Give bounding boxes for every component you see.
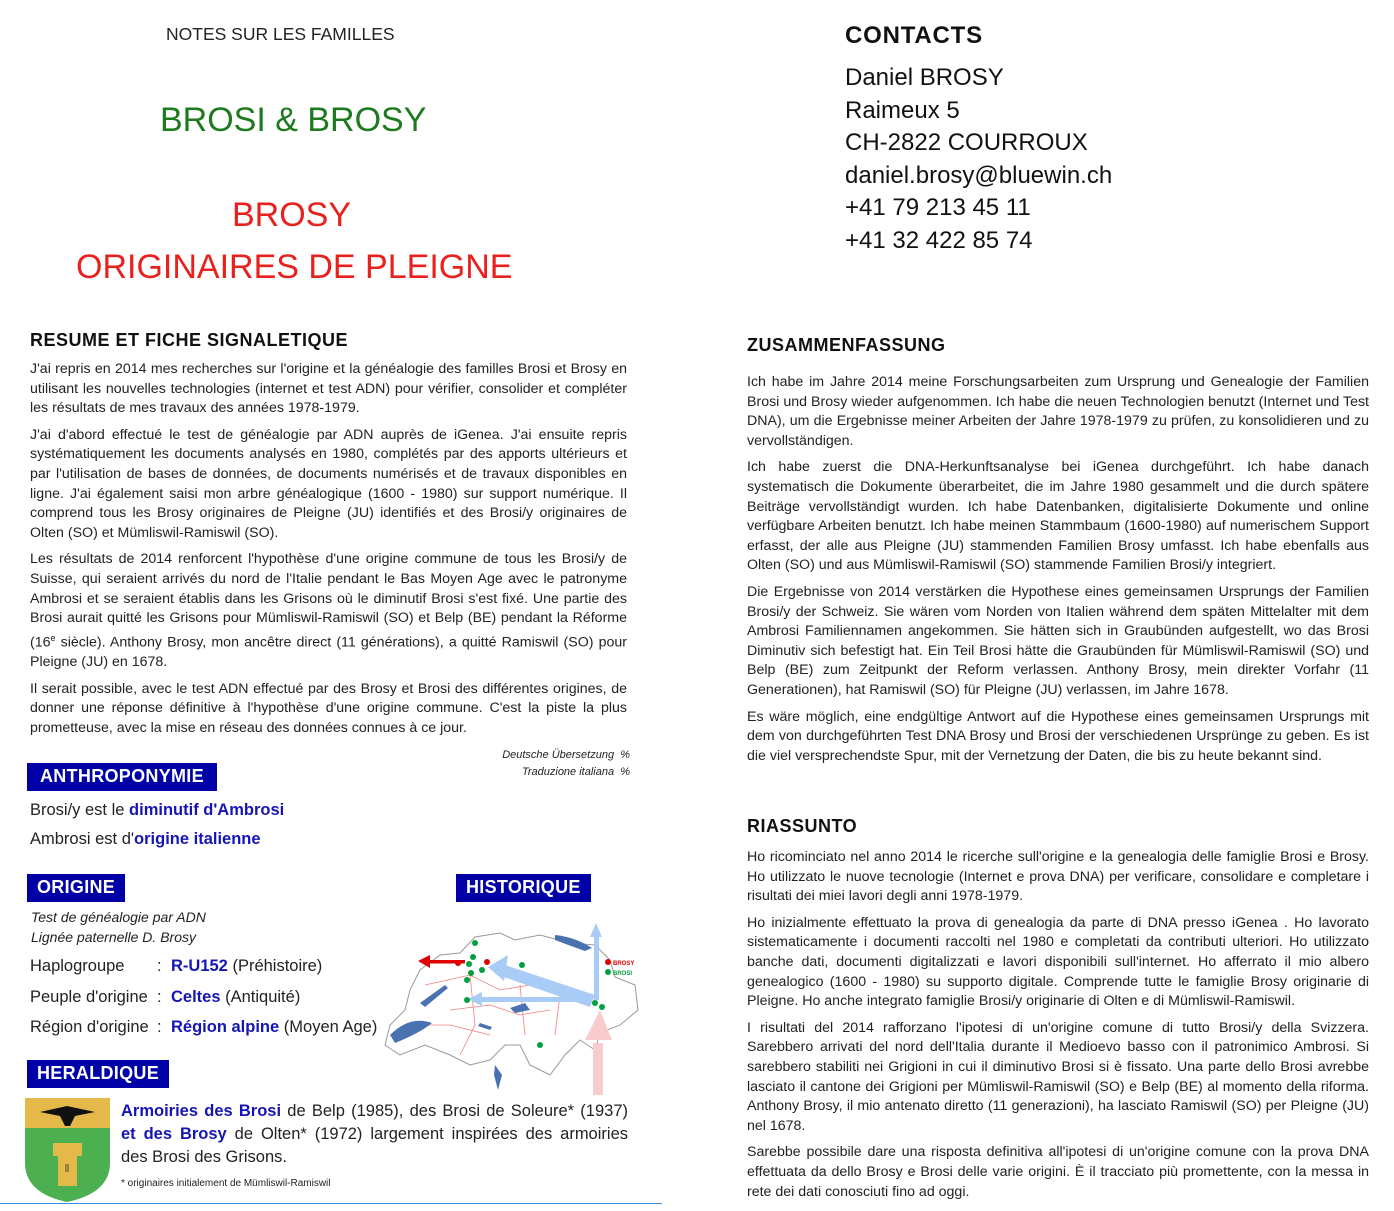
zusammenfassung-paragraph: Ich habe im Jahre 2014 meine Forschungsarbeiten zum Ursprung und Genealogie der Familien Brosi und Brosy wieder aufgenommen. Ich habe die neuen Technologien benutzt (Internet und Test DNA), um die Ergebnisse meiner Arbeiten der Jahre 1978-1979 zu prüfen, zu konsolidieren und zu vervollständigen. [747,374,1369,449]
resume-heading: RESUME ET FICHE SIGNALETIQUE [30,330,349,350]
resume-paragraph [30,550,627,672]
link-armoiries-brosy[interactable]: et des Brosy [121,1125,227,1143]
family-title: BROSI & BROSY [160,101,427,139]
contact-phone-1: +41 79 213 45 11 [845,194,1031,221]
heraldique-footnote: * originaires initialement de Mümliswil-Ramiswil [121,1178,331,1189]
resume-body [30,360,627,745]
link-region-alpine[interactable]: Région alpine [171,1018,280,1036]
origine-row: Peuple d'origine : Celtes (Antiquité) [30,987,301,1006]
resume-paragraph: J'ai repris en 2014 mes recherches sur l'origine et la généalogie des familles Brosi et Brosy en utilisant les nouvelles technologies (internet et test ADN) pour vérifier, consolider et compléter les résultats de mes travaux des années 1978-1979. [30,361,627,417]
heraldique-text: Armoiries des Brosi de Belp (1985), des Brosi de Soleure* (1937) et des Brosy de Olten* (1972) largement inspirées des armoiries des Brosi des Grisons. [121,1102,628,1166]
link-celtes[interactable]: Celtes [171,987,221,1006]
riassunto-paragraph: Ho inizialmente effettuato la prova di genealogia da parte di DNA presso iGenea . Ho lavorato sistematicamente i documenti raccolti nel 1980 e completati da contributi ulteriori. Ho utilizzato banche dati, documenti digitalizzati e lavori disponibili sull'internet. Ho afferrato il mio albero genealogico (1600 - 1980) su supporto digitale. Comprende tutte le famiglie Brosy originarie di Pleigne. Ho anche integrato famiglie Brosi/y originarie di Olten e di Mümliswil-Ramiswil. [747,914,1369,1010]
legend-brosi-dot [605,969,611,975]
bottom-divider [0,1203,662,1204]
link-italian[interactable]: Traduzione italiana % [521,766,630,778]
zusammenfassung-heading: ZUSAMMENFASSUNG [747,335,946,355]
historique-heading: HISTORIQUE [456,874,591,902]
zusammenfassung-paragraph: Es wäre möglich, eine endgültige Antwort auf die Hypothese eines gemeinsamen Ursprungs mit dem von durchgeführten Test DNA Brosy und Brosi der verschiedenen Ursprünge zu geben. Es ist die viel versprechendste Spur, mit der Vernetzung der Daten, die bis zu heute bekannt sind. [747,708,1369,764]
contact-email[interactable]: daniel.brosy@bluewin.ch [845,161,1113,189]
contact-city: CH-2822 COURROUX [845,129,1088,156]
link-haplogroup[interactable]: R-U152 [171,957,228,975]
link-origine-italienne[interactable]: origine italienne [134,830,261,848]
subtitle-line2: ORIGINAIRES DE PLEIGNE [76,248,513,286]
origine-row: Région d'origine : Région alpine (Moyen Age) [30,1018,378,1036]
legend-brosy: BROSY [613,961,635,967]
translation-links [420,747,630,781]
contact-street: Raimeux 5 [845,96,960,124]
resume-text: siècle). Anthony Brosy, mon ancêtre direct (11 générations), a quitté Ramiswil (SO) pour Pleigne (JU) en 1678. [30,634,627,671]
resume-paragraph: Il serait possible, avec le test ADN effectué par des Brosy et Brosi des différentes origines, de donner une réponse définitive à l'hypothèse d'une origine commune. C'est la piste la plus prometteuse, avec la mise en réseau des données connues à ce jour. [30,680,627,736]
coat-of-arms-image [25,1098,110,1202]
anthroponymie-heading: ANTHROPONYMIE [27,763,217,791]
contact-phone-2: +41 32 422 85 74 [845,226,1033,254]
riassunto-body [747,848,1369,1209]
riassunto-paragraph: Sarebbe possibile dare una risposta definitiva all'ipotesi di un'origine comune con la prova DNA effettuata da dello Brosy e Brosi delle varie origini. È il tracciato più promettente, con la messa in rete dei dati conosciuti fino ad oggi. [747,1144,1369,1200]
contacts-block [845,22,1112,257]
riassunto-heading: RIASSUNTO [747,816,858,836]
link-diminutif[interactable]: diminutif d'Ambrosi [129,801,285,819]
zusammenfassung-paragraph: Die Ergebnisse von 2014 verstärken die Hypothese eines gemeinsamen Ursprungs der Familien Brosi/y der Schweiz. Sie wären vom Norden von Italien während dem späten Mittelalter mit dem Ambrosi Familiennamen angekommen. Sie hätten sich in Graubünden aufgestellt, wo das Brosi Diminutiv sich befestigt hat. Ein Teil Brosi hätte die Graubünden für Mümliswil-Ramiswil (SO) und Belp (BE) zum Zeitpunkt der Reform verlassen. Anthony Brosy, mein direkter Vorfahr (11 Generationen), hat Ramiswil (SO) für Pleigne (JU) verlassen, im Jahre 1678. [747,583,1369,698]
origine-table [30,951,377,1043]
contact-name: Daniel BROSY [845,64,1004,91]
contacts-heading: CONTACTS [845,22,983,49]
switzerland-map[interactable] [380,915,640,1100]
anthroponymie-body: Brosi/y est le diminutif d'Ambrosi Ambrosi est d'origine italienne [30,801,285,848]
legend-brosi: BROSI [613,971,633,977]
zusammenfassung-body [747,373,1369,773]
link-armoiries-brosi[interactable]: Armoiries des Brosi [121,1102,282,1120]
resume-text: Les résultats de 2014 renforcent l'hypothèse d'une origine commune de tous les Brosi/y de Suisse, qui seraient arrivés du nord de l'Italie pendant le Bas Moyen Age avec le patronyme Ambrosi et se seraient établis dans les Grisons où le diminutif Brosi s'est fixé. Une partie des Brosi aurait quitté les Grisons pour Mümliswil-Ramiswil (SO) et Belp (BE) pendant la Réforme (16 [30,551,627,651]
riassunto-paragraph: Ho ricominciato nel anno 2014 le ricerche sull'origine e la genealogia delle famiglie Brosi e Brosy. Ho utilizzato le nuove tecnologie (Internet e prova DNA) per verificare, consolidare e completare i risultati dei miei lavori degli anni 1978-1979. [747,849,1369,905]
link-german[interactable]: Deutsche Übersetzung % [502,749,630,761]
origine-row: Haplogroupe : R-U152 (Préhistoire) [30,957,323,975]
lakes [390,935,592,1090]
zusammenfassung-paragraph: Ich habe zuerst die DNA-Herkunftsanalyse bei iGenea durchgeführt. Ich habe danach systematisch die Dokumente überarbeitet, die im Jahre 1980 gesammelt und die durch spätere Beiträge vervollständigt wurden. Ich habe Datenbanken, digitalisierte Dokumente und online verfügbare Arbeiten benutzt. Ich habe meinen Stammbaum (1600-1980) auf numerischem Support erfasst, der alle aus Pleigne (JU) stammenden Familien Brosy umfasst. Ich habe ebenfalls aus Olten (SO) und aus Mümliswil-Ramiswil (SO) stammende Familien Brosi/y integriert. [747,459,1369,574]
subtitle-line1: BROSY [232,196,352,234]
heraldique-heading: HERALDIQUE [27,1060,169,1088]
riassunto-paragraph: I risultati del 2014 rafforzano l'ipotesi di un'origine comune di tutto Brosi/y della Svizzera. Sarebbero arrivati del nord dell'Italia durante il Medioevo basso con il patronimico Ambrosi. Si sarebbero stabiliti nei Grigioni in cui il diminutivo Brosi si è fissato. Una parte dello Brosi avrebbe lasciato il cantone dei Grigioni per Mümliswil-Ramiswil (SO) e Belp (BE) al momento della riforma. Anthony Brosy, il mio antenato diretto (11 generazioni), ha lasciato Ramiswil (SO) per Pleigne (JU) nel 1678. [747,1019,1369,1134]
legend-brosy-dot [605,959,611,965]
origine-notes: Test de généalogie par ADN Lignée paternelle D. Brosy [31,909,206,945]
origine-heading: ORIGINE [27,874,125,902]
resume-paragraph: J'ai d'abord effectué le test de généalogie par ADN auprès de iGenea. J'ai ensuite repris systématiquement les documents analysés en 1980, complétés par des apports ultérieurs et par l'utilisation de bases de données, de documents numérisés et de travaux disponibles en ligne. J'ai également saisi mon arbre généalogique (1600 - 1980) sur support numérique. Il comprend tous les Brosy originaires de Pleigne (JU) identifiés et des Brosi/y originaires de Olten (SO) et Mümliswil-Ramiswil (SO). [30,426,627,541]
superscript: e [50,632,56,643]
notes-title: NOTES SUR LES FAMILLES [166,24,395,44]
